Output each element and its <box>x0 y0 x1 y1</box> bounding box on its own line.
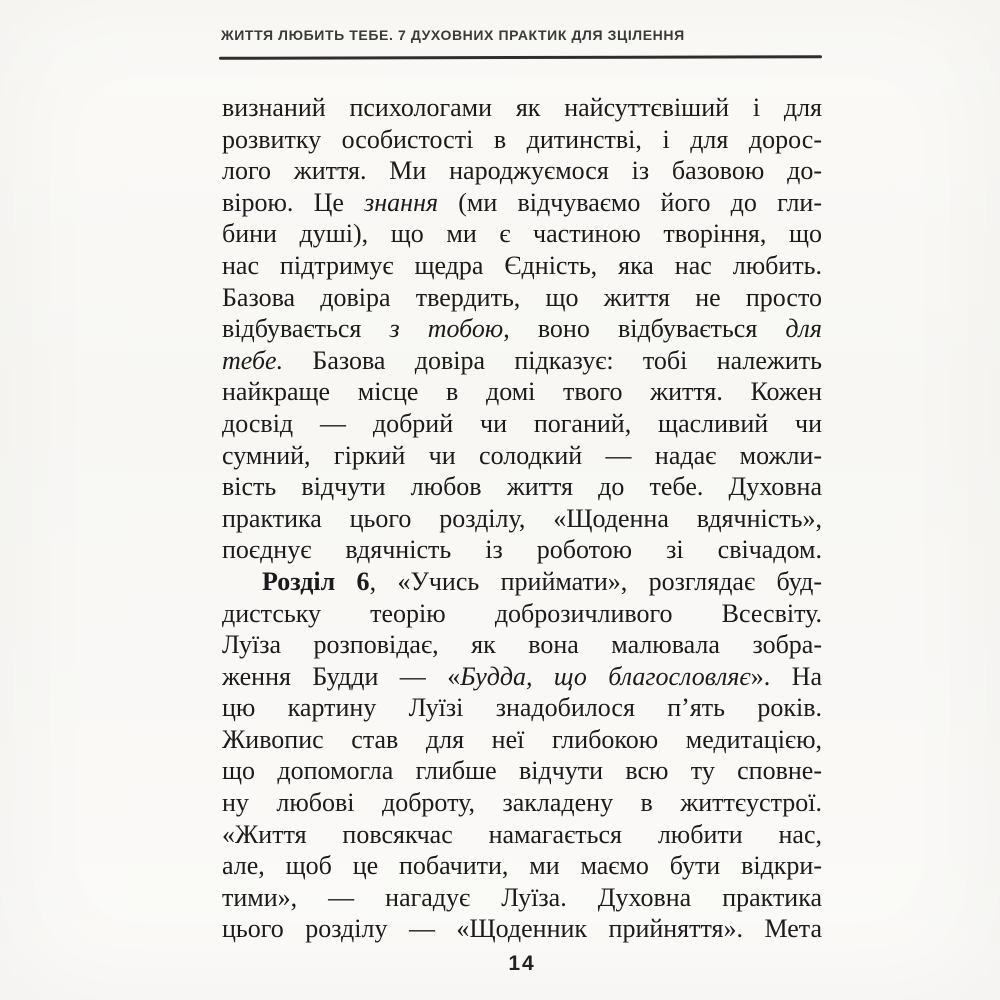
text-segment: відбувається <box>222 314 390 344</box>
text-line <box>222 882 822 914</box>
text-segment: найкраще місце в домі твого життя. Кожен <box>222 377 822 407</box>
text-line <box>222 819 822 851</box>
header-rule-divider <box>219 55 822 60</box>
text-line <box>222 313 822 345</box>
running-header: ЖИТТЯ ЛЮБИТЬ ТЕБЕ. 7 ДУХОВНИХ ПРАКТИК ДЛЯ ЗЦІЛЕННЯ <box>221 27 685 43</box>
text-segment: тебе. <box>222 345 284 375</box>
text-line <box>222 376 822 408</box>
text-line <box>222 629 822 661</box>
text-line <box>222 850 822 882</box>
text-segment: визнаний психологами як найсуттєвіший і для <box>222 93 822 122</box>
text-segment: нас підтримує щедра Єдність, яка нас любить. <box>222 250 822 280</box>
text-segment: досвід — добрий чи поганий, щасливий чи <box>222 408 822 438</box>
text-segment: , «Учись приймати», розглядає буд- <box>369 566 822 596</box>
text-line <box>222 503 822 535</box>
text-line <box>222 408 822 440</box>
text-segment: ну любові доброту, закладену в життєустрої. <box>222 788 822 818</box>
text-segment: ження Будди — « <box>222 661 461 691</box>
text-line <box>222 440 822 472</box>
text-segment: Будда, що благословляє <box>460 661 751 691</box>
text-segment: дистську теорію доброзичливого Всесвіту. <box>222 598 822 628</box>
text-segment: , воно відбувається <box>503 314 786 344</box>
text-segment: Розділ 6 <box>262 566 370 596</box>
text-segment: для <box>785 314 822 344</box>
text-segment: розвитку особистості в дитинстві, і для дорос- <box>222 124 822 154</box>
text-line <box>222 155 822 187</box>
text-segment: вість відчути любов життя до тебе. Духовна <box>222 472 822 502</box>
text-segment: поєднує вдячність із роботою зі свічадом. <box>222 535 822 565</box>
text-line <box>222 282 822 314</box>
text-segment: вірою. Це <box>222 187 365 217</box>
text-segment: з тобою <box>389 314 504 344</box>
text-segment: лого життя. Ми народжуємося із базовою до- <box>222 156 822 186</box>
text-line <box>222 598 822 630</box>
text-segment: Базова довіра підказує: тобі належить <box>283 345 822 375</box>
text-line <box>222 566 822 598</box>
text-line <box>222 661 822 693</box>
text-line <box>222 913 822 945</box>
text-segment: бини душі), що ми є частиною творіння, що <box>222 219 822 249</box>
text-segment: сумний, гіркий чи солодкий — надає можли- <box>222 440 822 470</box>
text-segment: ». На <box>750 661 822 691</box>
text-segment: (ми відчуваємо його до гли- <box>438 187 822 217</box>
text-line <box>222 187 822 219</box>
text-segment: що допомогла глибше відчути всю ту сповне- <box>222 756 822 786</box>
text-line <box>222 787 822 819</box>
text-segment: Луїза розповідає, як вона малювала зобра- <box>222 630 822 660</box>
text-segment: тими», — нагадує Луїза. Духовна практика <box>222 882 822 912</box>
text-line <box>222 250 822 282</box>
text-line <box>222 345 822 377</box>
text-line <box>222 692 822 724</box>
text-segment: знання <box>364 187 439 217</box>
text-segment: цю картину Луїзі знадобилося п’ять років. <box>222 693 822 723</box>
text-line <box>222 218 822 250</box>
text-segment: Базова довіра твердить, що життя не просто <box>222 282 822 312</box>
text-segment: Живопис став для неї глибокою медитацією, <box>222 724 822 754</box>
text-line <box>222 724 822 756</box>
text-segment: цього розділу — «Щоденник прийняття». Мета <box>222 914 822 944</box>
text-line <box>222 92 822 124</box>
page-number: 14 <box>508 952 536 975</box>
page-body-text <box>222 92 822 945</box>
text-line <box>222 534 822 566</box>
text-line <box>222 124 822 156</box>
text-line <box>222 755 822 787</box>
text-line <box>222 471 822 503</box>
text-segment: практика цього розділу, «Щоденна вдячність», <box>222 503 822 533</box>
text-segment: «Життя повсякчас намагається любити нас, <box>222 819 822 849</box>
text-segment: але, щоб це побачити, ми маємо бути відкри- <box>222 851 822 881</box>
